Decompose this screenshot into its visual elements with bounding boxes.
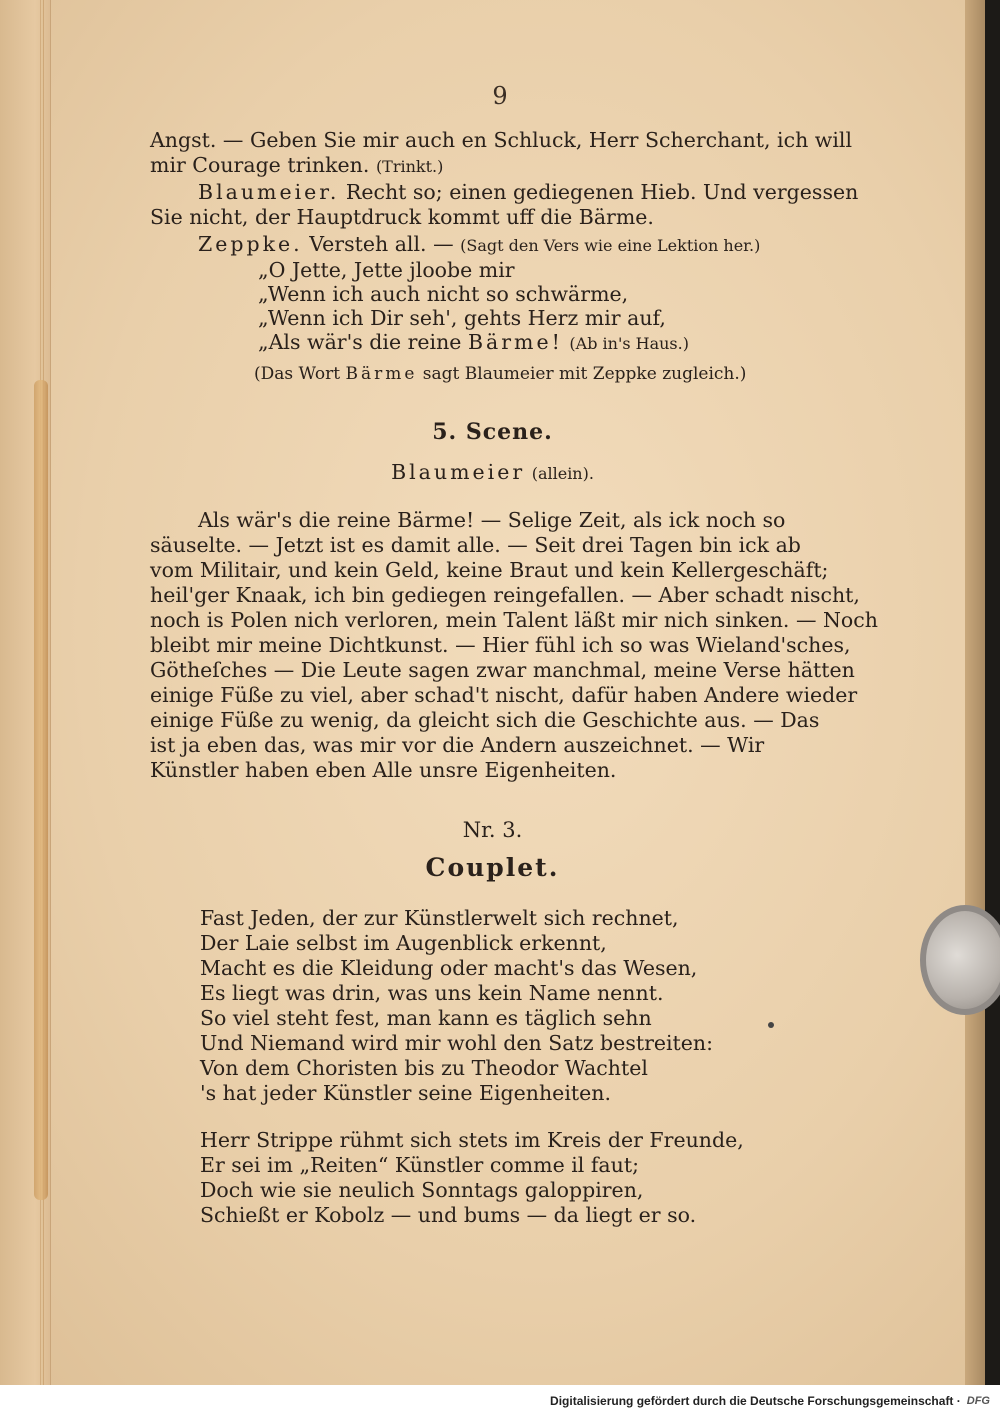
verse-line: Der Laie selbst im Augenblick erkennt, [200, 931, 607, 955]
text-span: mir Courage trinken. [150, 153, 370, 177]
text-line: vom Militair, und kein Geld, keine Braut und kein Kellergeschäft; [150, 558, 829, 582]
text-line: noch is Polen nich verloren, mein Talent läßt mir nich sinken. — Noch [150, 608, 878, 632]
verse-line [258, 330, 689, 356]
couplet-title: Couplet. [425, 853, 560, 882]
dfg-logo: DFG [966, 1395, 990, 1407]
verse-line: So viel steht fest, man kann es täglich sehn [200, 1006, 652, 1030]
speaker-name: Blaumeier. [198, 180, 340, 204]
scene-speaker [0, 460, 985, 486]
verse-line: „O Jette, Jette jloobe mir [258, 258, 515, 282]
page-number: 9 [492, 82, 508, 110]
text-span: Bärme [345, 364, 418, 384]
text-line: säuselte. — Jetzt ist es damit alle. — Seit drei Tagen bin ick ab [150, 533, 801, 557]
verse-line: Macht es die Kleidung oder macht's das Wesen, [200, 956, 698, 980]
text-span: Versteh all. — [309, 232, 454, 256]
text-span: (Das Wort [254, 364, 341, 384]
stage-note: (Sagt den Vers wie eine Lektion her.) [460, 236, 761, 255]
verse-line: „Wenn ich Dir seh', gehts Herz mir auf, [258, 306, 666, 330]
number-label: Nr. 3. [462, 818, 523, 842]
page-edge [965, 0, 985, 1385]
text-line: heil'ger Knaak, ich bin gediegen reingefallen. — Aber schadt nischt, [150, 583, 860, 607]
verse-line: Es liegt was drin, was uns kein Name nennt. [200, 981, 664, 1005]
text-line: Götheſches — Die Leute sagen zwar manchmal, meine Verse hätten [150, 658, 855, 682]
stage-note: (allein). [531, 464, 594, 483]
text-line: einige Füße zu wenig, da gleicht sich die Geschichte aus. — Das [150, 708, 820, 732]
verse-line: Herr Strippe rühmt sich stets im Kreis der Freunde, [200, 1128, 744, 1152]
verse-line: Doch wie sie neulich Sonntags galoppiren, [200, 1178, 644, 1202]
text-line: Künstler haben eben Alle unsre Eigenheiten. [150, 758, 617, 782]
scene-title: 5. Scene. [432, 419, 553, 445]
speaker-name: Blaumeier [391, 460, 526, 484]
verse-line: Er sei im „Reiten“ Künstler comme il faut; [200, 1153, 639, 1177]
speaker-line [198, 232, 760, 258]
verse-line: Von dem Choristen bis zu Theodor Wachtel [200, 1056, 648, 1080]
speaker-name: Zeppke. [198, 232, 303, 256]
verse-line: 's hat jeder Künstler seine Eigenheiten. [200, 1081, 611, 1105]
speaker-line [198, 180, 858, 204]
text-span: sagt Blaumeier mit Zeppke zugleich.) [422, 364, 747, 384]
stage-note: (Ab in's Haus.) [569, 334, 689, 353]
verse-line: Fast Jeden, der zur Künstlerwelt sich rechnet, [200, 906, 679, 930]
footer-bar [0, 1385, 1000, 1417]
stage-note: (Trinkt.) [375, 157, 444, 176]
page-clip [920, 905, 1000, 1015]
ink-dot [768, 1022, 774, 1028]
text-span: Recht so; einen gediegenen Hieb. Und vergessen [345, 180, 859, 204]
text-line: Sie nicht, der Hauptdruck kommt uff die Bärme. [150, 205, 654, 229]
text-line: Angst. — Geben Sie mir auch en Schluck, Herr Scherchant, ich will [150, 128, 853, 152]
text-line: ist ja eben das, was mir vor die Andern auszeichnet. — Wir [150, 733, 765, 757]
text-line: Als wär's die reine Bärme! — Selige Zeit, als ick noch so [198, 508, 786, 532]
text-span: „Als wär's die reine [258, 330, 462, 354]
binding-fold [34, 380, 48, 1200]
footer-credit: Digitalisierung gefördert durch die Deutsche Forschungsgemeinschaft · [550, 1394, 961, 1408]
verse-line: Und Niemand wird mir wohl den Satz bestreiten: [200, 1031, 714, 1055]
text-line [150, 153, 443, 179]
text-line: bleibt mir meine Dichtkunst. — Hier fühl ich so was Wieland'sches, [150, 633, 851, 657]
text-line: einige Füße zu viel, aber schad't nischt, dafür haben Andere wieder [150, 683, 858, 707]
verse-line: „Wenn ich auch nicht so schwärme, [258, 282, 629, 306]
stage-direction [254, 362, 746, 386]
verse-line: Schießt er Kobolz — und bums — da liegt er so. [200, 1203, 697, 1227]
text-span: Bärme! [467, 330, 563, 354]
